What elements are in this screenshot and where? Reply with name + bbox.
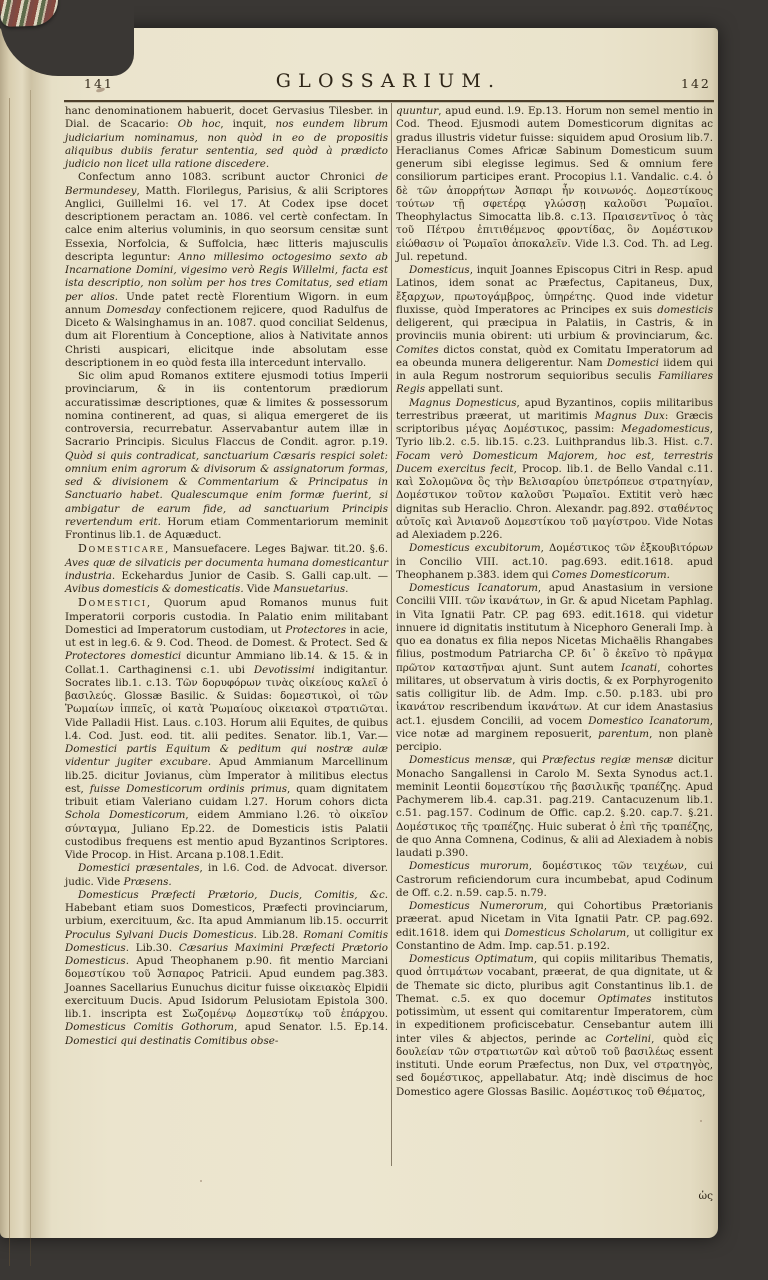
paragraph xyxy=(65,889,388,1048)
text-segment: appellati sunt. xyxy=(425,383,504,396)
paragraph xyxy=(396,542,713,582)
text-segment: Comes Domesticorum. xyxy=(551,568,670,581)
paragraph xyxy=(396,953,713,1099)
text-segment: Habebant etiam suos Domesticos, Præfecti provinciarum, urbium, exercituum, &c. Ita apud Ammianum lib.15. occurrit xyxy=(65,902,388,928)
text-segment: domesticis xyxy=(657,303,713,316)
text-segment: Mansuetarius. xyxy=(273,583,349,595)
text-segment: Familiares Regis xyxy=(396,370,713,396)
text-segment: Aves quæ de silvaticis per documenta humana domesticantur industria. xyxy=(65,556,388,582)
text-segment: , Mansuefacere. Leges Bajwar. tit.20. §.6. xyxy=(164,543,388,556)
text-segment: Cæsarius Maximini Præfecti Prætorio Domesticus. xyxy=(65,941,389,967)
text-segment: Megadomesticus xyxy=(621,423,710,435)
text-segment: Præsens. xyxy=(123,875,172,888)
text-segment: Vide xyxy=(243,583,274,595)
text-segment: dicitur Monacho Sangallensi in Carolo M. Sexta Synodus act.1. meminit Leontii δομεστίκου τῆς βασιλικῆς τραπέζης. Apud Pachymerem lib.4. cap.31. pag.219. Cantacuzenum lib.1. c.51. pag.157. Codinum de Offic. cap.2. §.20. cap.7. §.21. Δομέστικος τῆς τραπέζης. Huic suberat ὁ ἐπὶ τῆς τραπέζης, de quo Anna Comnena, Codinus, & alii ad Alexiadem à nobis laudati p.390. xyxy=(396,754,713,859)
paragraph xyxy=(396,860,713,900)
text-segment: Magnus Domesticus xyxy=(409,396,517,409)
paragraph xyxy=(396,264,713,397)
text-segment: , apud eund. l.9. Ep.13. Horum non semel mentio in Cod. Theod. Ejusmodi autem Domesticorum dignitas ac gradus illustris videtur fuisse: siquidem apud Orosium lib.7. Heraclianus Comes Africæ Sabinum Domesticum suum generum sibi elegisse legimus. Sed & omnium fere consiliorum participes erant. Procopius l.1. Vandalic. c.4. ὁ δὲ τῶν ἀπορρήτων Ἀσπαρι ἦν κοινωνός. Δομεστίκους τούτων τῇ σφετέρᾳ γλώσσῃ καλοῦσι Ῥωμαῖοι. Theophylactus Simocatta lib.8. c.13. Πραισεντῖνος ὁ τὰς τοῦ Πέτρου ἐπιτιθέμενος φροντίδας, ὃν Δομέστικον εἰώθασιν οἱ Ῥωμαῖοι ἀποκαλεῖν. Vide l.3. Cod. Th. ad Leg. Jul. repetund. xyxy=(396,105,713,263)
page-number-right: 142 xyxy=(681,76,711,91)
text-segment: Domesticus Optimatum xyxy=(409,953,534,965)
text-segment: indigitantur. Socrates lib.1. c.13. Τῶν δορυφόρων τινὰς οἰκείους καλεῖ ὁ βασιλεύς. Glossæ Basilic. & Suidas: δομεστικοὶ, οἱ τῶν Ῥωμαίων ἱππεῖς, οἱ κατὰ Ῥωμαίους οἰκειακοὶ στρατιῶται. Vide Palladii Hist. Laus. c.103. Horum alii Equites, de quibus l.4. Cod. Just. eod. tit. alii pedites. Senator. lib.1, Var.— xyxy=(65,663,388,742)
text-segment: , eidem Ammiano l.26. τὸ οἰκεῖον σύνταγμα, Juliano Ep.22. de Domesticis istis Palatii custodibus frequens est mentio apud Byzantinos Scriptores. Vide Procop. in Hist. Arcana p.108.1.Edit. xyxy=(65,809,388,861)
text-segment: , Quorum apud Romanos munus fuit Imperatorii corporis custodia. In Palatio enim militabant Domestici ad Imperatorum custodiam, ut xyxy=(65,597,388,636)
text-segment: Romani Comitis Domesticus. xyxy=(65,928,388,954)
text-segment: institutos potissimùm, ut essent qui comitarentur Imperatorem, cùm in expeditionem proficiscebatur. Censebantur autem illi inter viles & abjectos, perinde ac xyxy=(396,992,713,1045)
text-segment: hanc denominationem habuerit, docet Gervasius Tilesber. in Dial. de Scacario: xyxy=(65,105,388,131)
text-segment: Domesticus murorum xyxy=(409,860,529,873)
text-segment: , δομέστικος τῶν τειχέων, cui Castrorum reficiendorum cura incumbebat, apud Codinum de Off. c.2. n.59. cap.5. n.79. xyxy=(396,860,713,899)
text-segment: , apud Senator. l.5. Ep.14. xyxy=(233,1021,388,1034)
text-segment: Domestici qui destinatis Comitibus obse- xyxy=(65,1034,279,1047)
text-segment: , qui copiis militaribus Thematis, quod ὀπτιμάτων vocabant, præerat, de qua dignitate, ut & de Themate sic dicto, pluribus agit Constantinus lib.1. de Themat. c.5. ex quo docemur xyxy=(396,953,714,1005)
paragraph xyxy=(65,105,388,171)
text-segment: , non planè percipio. xyxy=(396,727,714,753)
paragraph xyxy=(65,862,388,889)
text-segment: Lib.30. xyxy=(128,941,179,954)
text-segment: , quam dignitatem tribuit etiam Valeriano cuidam l.27. Horum cohors dicta xyxy=(65,782,389,808)
text-segment: Domesticus mensæ xyxy=(409,754,513,767)
text-segment: Domesticare xyxy=(78,542,165,556)
text-segment: de Bermundesey xyxy=(65,171,388,197)
gutter-fold-line xyxy=(30,90,31,1266)
text-segment: Eckehardus Junior de Casib. S. Galli cap.ult. — xyxy=(115,569,388,582)
text-segment: Domesday xyxy=(106,303,161,316)
page-number-left: 141 xyxy=(84,76,114,91)
text-segment: Domesticus Præfecti Prætorio, Ducis, Comitis, &c. xyxy=(78,888,388,901)
text-segment: Schola Domesticorum xyxy=(65,809,186,822)
text-segment: Icanati xyxy=(621,661,658,674)
text-segment: nos eundem librum judiciarium nominamus, non quòd in eo de propositis aliquibus dubiis feratur sententia, sed quòd à prædicto judicio non licet ulla ratione discedere. xyxy=(65,118,388,170)
text-segment: Domesticus Comitis Gothorum xyxy=(65,1021,234,1034)
text-segment: iidem qui in aula Regum nostrorum sequioribus seculis xyxy=(396,356,713,382)
text-segment: dictos constat, quòd ex Comitatu Imperatorum ad ea obeunda munera deligerentur. Nam xyxy=(396,343,713,369)
text-segment: Domestici partis Equitum & peditum qui nostræ aulæ videntur jugiter excubare. xyxy=(65,743,388,769)
text-segment: Lib.28. xyxy=(256,928,304,941)
text-segment: , inquit Joannes Episcopus Citri in Resp. apud Latinos, idem sonat ac Præfectus, Capitaneus, Dux, ἔξαρχων, πρωτογάμβρος, ὑπηρέτης. Quod inde videtur fluxisse, quòd Imperatores ac Principes ex suis xyxy=(396,264,713,316)
text-segment: Præfectus regiæ mensæ xyxy=(542,754,674,767)
paragraph xyxy=(396,105,713,264)
text-segment: , qui Cohortibus Prætorianis præerat. apud Nicetam in Vita Ignatii Patr. CP. pag.692. edit.1618. idem qui xyxy=(396,900,714,939)
text-segment: Domestici xyxy=(606,356,659,369)
paragraph xyxy=(65,542,388,596)
text-segment: Apud Ammianum Marcellinum lib.25. dicitur Jovianus, cùm Imperator à militibus electus est, xyxy=(65,756,388,795)
text-segment: Domestici xyxy=(78,596,147,610)
text-segment: Quòd si quis contradicat, sanctuarium Cæsaris respici solet: omnium enim agrorum & divisorum & assignatorum formas, sed & divisionem & Commentarium & Principatus in Sanctuario habet. Qualescumque enim formæ fuerint, si ambigatur de earum fide, ad sanctuarium Principis revertendum erit. xyxy=(65,449,388,528)
text-segment: Horum etiam Commentariorum meminit Frontinus lib.1. de Aquæduct. xyxy=(65,515,388,541)
text-segment: Cortelini xyxy=(605,1032,652,1045)
running-title: GLOSSARIUM. xyxy=(275,70,502,92)
text-segment: , qui xyxy=(512,754,543,767)
text-segment: deligerent, qui præcipua in Palatiis, in Castris, & in provinciis munia obirent: uti urbium & provinciarum, &c. xyxy=(396,317,713,343)
text-segment: , Matth. Florilegus, Parisius, & alii Scriptores Anglici, Guillelmi 16. vel 17. At Codex ipse docet descriptionem peractam an. 1086. vel certè confectam. In calce enim alterius voluminis, in quo seorsum censitæ sunt Essexia, Norfolcia, & Suffolcia, hæc litteris majusculis descripta leguntur: xyxy=(65,184,388,263)
text-segment: : Græcis scriptoribus μέγας Δομέστικος, passim: xyxy=(396,409,713,435)
text-segment: Domesticus Scholarum xyxy=(504,926,627,939)
text-segment: , in l.6. Cod. de Advocat. diversor. judic. Vide xyxy=(65,862,388,888)
text-segment: , apud Anastasium in versione Concilii VIII. τῶν ἱκανάτων, in Gr. & apud Nicetam Paphlag. in Vita Ignatii Patr. CP. pag 693. edit.1618. qui videtur innuere id dignitatis institutum à Nicephoro Generali Imp. à quo ea donatus ex filia nepos Nicetas Michaëlis Rhangabes filius, postmodum Patriarcha CP. δι᾽ ὃ ἐκεῖνο τὸ πρᾶγμα πρῶτον καταστῆναι ajunt. Sunt autem xyxy=(396,582,713,674)
text-segment: Proculus Sylvani Ducis Domesticus. xyxy=(65,928,257,941)
header-rule xyxy=(64,100,714,102)
text-segment: , vice notæ ad marginem reposuerit, xyxy=(396,714,713,740)
text-segment: Domesticus excubitorum xyxy=(409,542,541,555)
paragraph xyxy=(396,397,713,543)
ink-stain xyxy=(200,1180,202,1182)
text-column-left xyxy=(65,105,388,1048)
text-segment: parentum xyxy=(598,727,650,740)
text-segment: , quòd εἰς δουλείαν τῶν στρατιωτῶν καὶ αὐτοῦ τοῦ βασιλέως essent instituti. Unde eorum Præfectus, non Dux, vel στρατηγὸς, sed δομέστικος, appellabatur. Atq; indè discimus de hoc Domestico agere Glossas Basilic. Δομέστικος τοῦ Θέματος, xyxy=(396,1032,713,1098)
text-segment: Apud Theophanem p.90. fit mentio Marciani δομεστίκου τοῦ Ἄσπαρος Patricii. Apud eundem pag.383. Joannes Sacellarius Eunuchus dicitur fuisse οἰκειακὸς Elpidii exercituum Ducis. Apud Isidorum Pelusiotam Epistola 300. lib.1. inscripta est Σωζομένῳ Δομεστίκῳ τοῦ ἐπάρχου. xyxy=(65,955,388,1020)
text-segment: Domesticus Icanatorum xyxy=(409,582,538,594)
text-segment: , Δομέστικος τῶν ἐξκουβιτόρων in Concilio VIII. act.10. pag.693. edit.1618. apud Theophanem p.383. idem qui xyxy=(396,542,713,581)
catchword: ὡς xyxy=(698,1190,713,1202)
text-segment: , Procop. lib.1. de Bello Vandal c.11. καὶ Σολομῶνα ὃς τὴν Βελισαρίου ὑπετρόπευε στρατηγίαν, Δομέστικον τοῦτον καλοῦσι Ῥωμαῖοι. Extitit verò hæc dignitas sub Heraclio. Chron. Alexandr. pag.892. σταθέντος αὐτοῖς καὶ Ἀνιανοῦ Δομεστίκου τοῦ μαγίστρου. Vide Notas ad Alexiadem p.226. xyxy=(396,462,713,541)
text-segment: Domestici præsentales xyxy=(78,862,200,875)
paragraph xyxy=(396,582,713,754)
text-segment: confectionem rejicere, quod Radulfus de Diceto & Walsinghamus in an. 1087. quod conciliat Seldenus, dum ait Florentium à Conceptione, alios à Nativitate annos Christi auspicari, elicitque inde absolutam esse descriptionem in eo quòd festa illa intercedunt intervallo. xyxy=(65,303,388,369)
text-segment: dicuntur Ammiano lib.14. & 15. & in Collat.1. Carthaginensi c.1. ubi xyxy=(65,650,388,676)
ink-stain xyxy=(700,1120,702,1122)
column-divider-rule xyxy=(391,103,392,1166)
text-segment: quuntur xyxy=(396,105,439,117)
ink-stain xyxy=(470,405,473,408)
text-column-right xyxy=(396,105,713,1099)
text-segment: Confectum anno 1083. scribunt auctor Chronici xyxy=(78,171,376,184)
text-segment: Protectores domestici xyxy=(65,650,182,663)
text-segment: Comites xyxy=(396,343,439,356)
paragraph xyxy=(65,171,388,370)
text-segment: , apud Byzantinos, copiis militaribus terrestribus præerat, ut maritimis xyxy=(396,396,713,422)
gutter-fold-line xyxy=(9,98,10,1266)
text-segment: Focam verò Domesticum Majorem, hoc est, terrestris Ducem exercitus fecit xyxy=(396,449,713,475)
paragraph xyxy=(65,596,388,862)
text-segment: Anno millesimo octogesimo sexto ab Incarnatione Domini, vigesimo verò Regis Willelmi, facta est ista descriptio, non solùm per hos tres Comitatus, sed etiam per alios. xyxy=(65,250,388,303)
text-segment: Ob hoc xyxy=(177,118,221,131)
paragraph xyxy=(396,754,713,860)
text-segment: Domesticus xyxy=(409,264,470,276)
text-segment: Sic olim apud Romanos extitere ejusmodi totius Imperii provinciarum, & in iis contentorum prædiorum accuratissimæ descriptiones, quæ & limites & possessorum nomina continerent, ad quas, si aliqua emergeret de iis controversia, recurrebatur. Asservabantur autem illæ in Sacrario Principis. Siculus Flaccus de Condit. agror. p.19. xyxy=(65,370,388,449)
text-segment: Magnus Dux xyxy=(594,409,665,422)
text-segment: in acie, ut est in leg.6. & 9. Cod. Theod. de Domest. & Protect. Sed & xyxy=(65,623,388,649)
text-segment: , cohortes militares, ut observatum à viris doctis, & ex Porphyrogenito satis colligitur lib. de Adm. Imp. c.50. p.183. ubi pro ἱκανάτον rescribendum ἱκανάτων. At cur idem Anastasius act.1. ejusdem Concilii, ad vocem xyxy=(396,661,713,727)
text-segment: Protectores xyxy=(285,623,347,636)
text-segment: Avibus domesticis & domesticatis. xyxy=(65,583,244,595)
text-segment: fuisse Domesticorum ordinis primus xyxy=(89,782,288,795)
text-segment: Domesticus Numerorum xyxy=(409,900,544,912)
paragraph xyxy=(65,370,388,542)
text-segment: Optimates xyxy=(597,992,652,1005)
text-segment: , inquit, xyxy=(220,118,276,131)
text-segment: , ut colligitur ex Constantino de Adm. Imp. cap.51. p.192. xyxy=(396,926,714,952)
paragraph xyxy=(396,900,713,953)
text-segment: , Tyrio lib.2. c.5. lib.15. c.23. Luithprandus lib.3. Hist. c.7. xyxy=(396,423,713,449)
text-segment: Unde patet rectè Florentium Wigorn. in eum annum xyxy=(65,290,388,316)
text-segment: Devotissimi xyxy=(253,663,315,676)
text-segment: Domestico Icanatorum xyxy=(588,714,710,727)
